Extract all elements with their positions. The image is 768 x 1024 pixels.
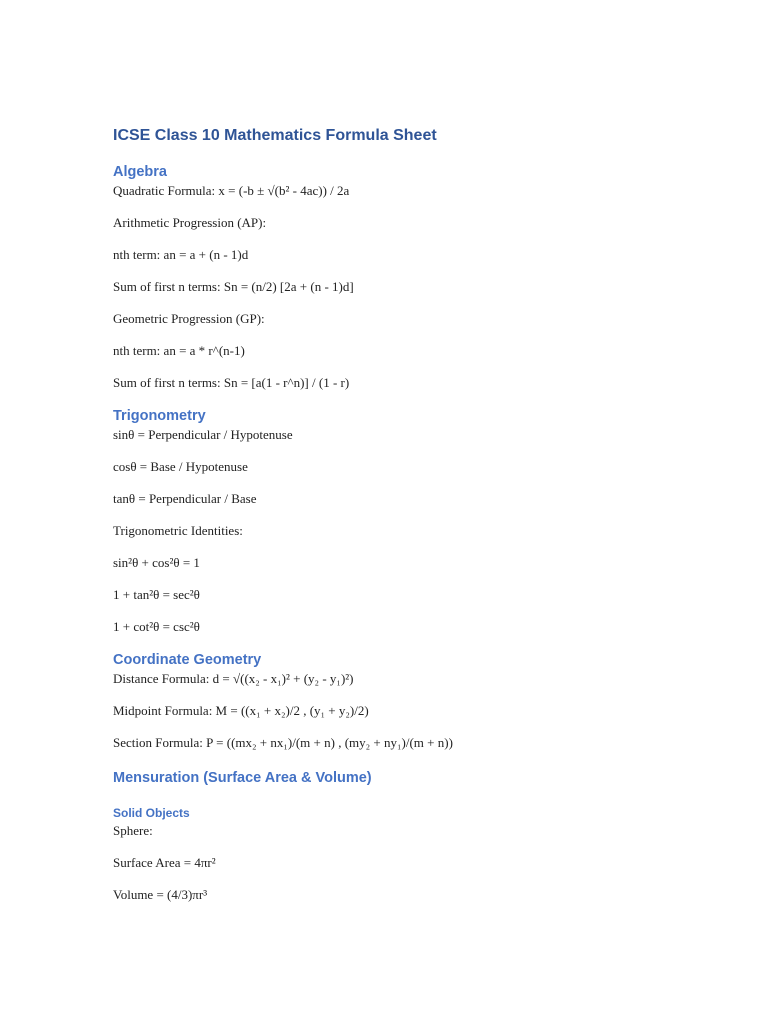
- section-heading-mensuration: Mensuration (Surface Area & Volume): [113, 770, 372, 786]
- formula-line: nth term: an = a * r^(n-1): [113, 343, 245, 358]
- formula-line: Sum of first n terms: Sn = [a(1 - r^n)] / (1 - r): [113, 375, 350, 390]
- formula-line: 1 + tan²θ = sec²θ: [113, 587, 200, 602]
- document-page: [113, 124, 733, 904]
- formula-line: Distance Formula: d = √((x₂ - x₁)² + (y₂ - y₁)²): [113, 671, 354, 686]
- formula-line: Sum of first n terms: Sn = (n/2) [2a + (n - 1)d]: [113, 279, 354, 294]
- formula-line: Trigonometric Identities:: [113, 523, 243, 538]
- formula-line: 1 + cot²θ = csc²θ: [113, 619, 200, 634]
- formula-line: cosθ = Base / Hypotenuse: [113, 459, 248, 474]
- page-title: ICSE Class 10 Mathematics Formula Sheet: [113, 127, 437, 144]
- formula-line: sin²θ + cos²θ = 1: [113, 555, 200, 570]
- formula-line: Quadratic Formula: x = (-b ± √(b² - 4ac)) / 2a: [113, 183, 350, 198]
- formula-line: nth term: an = a + (n - 1)d: [113, 247, 249, 262]
- formula-line: Geometric Progression (GP):: [113, 311, 265, 326]
- formula-line: tanθ = Perpendicular / Base: [113, 491, 257, 506]
- formula-line: Section Formula: P = ((mx₂ + nx₁)/(m + n) , (my₂ + ny₁)/(m + n)): [113, 735, 453, 750]
- section-heading-algebra: Algebra: [113, 164, 167, 180]
- formula-line: Surface Area = 4πr²: [113, 855, 216, 870]
- section-heading-trigonometry: Trigonometry: [113, 408, 206, 424]
- subsection-heading-solid-objects: Solid Objects: [113, 806, 190, 820]
- formula-line: sinθ = Perpendicular / Hypotenuse: [113, 427, 293, 442]
- formula-line: Sphere:: [113, 823, 153, 838]
- formula-line: Midpoint Formula: M = ((x₁ + x₂)/2 , (y₁ + y₂)/2): [113, 703, 369, 718]
- section-heading-coordinate-geometry: Coordinate Geometry: [113, 652, 262, 668]
- formula-line: Volume = (4/3)πr³: [113, 887, 208, 902]
- formula-line: Arithmetic Progression (AP):: [113, 215, 267, 230]
